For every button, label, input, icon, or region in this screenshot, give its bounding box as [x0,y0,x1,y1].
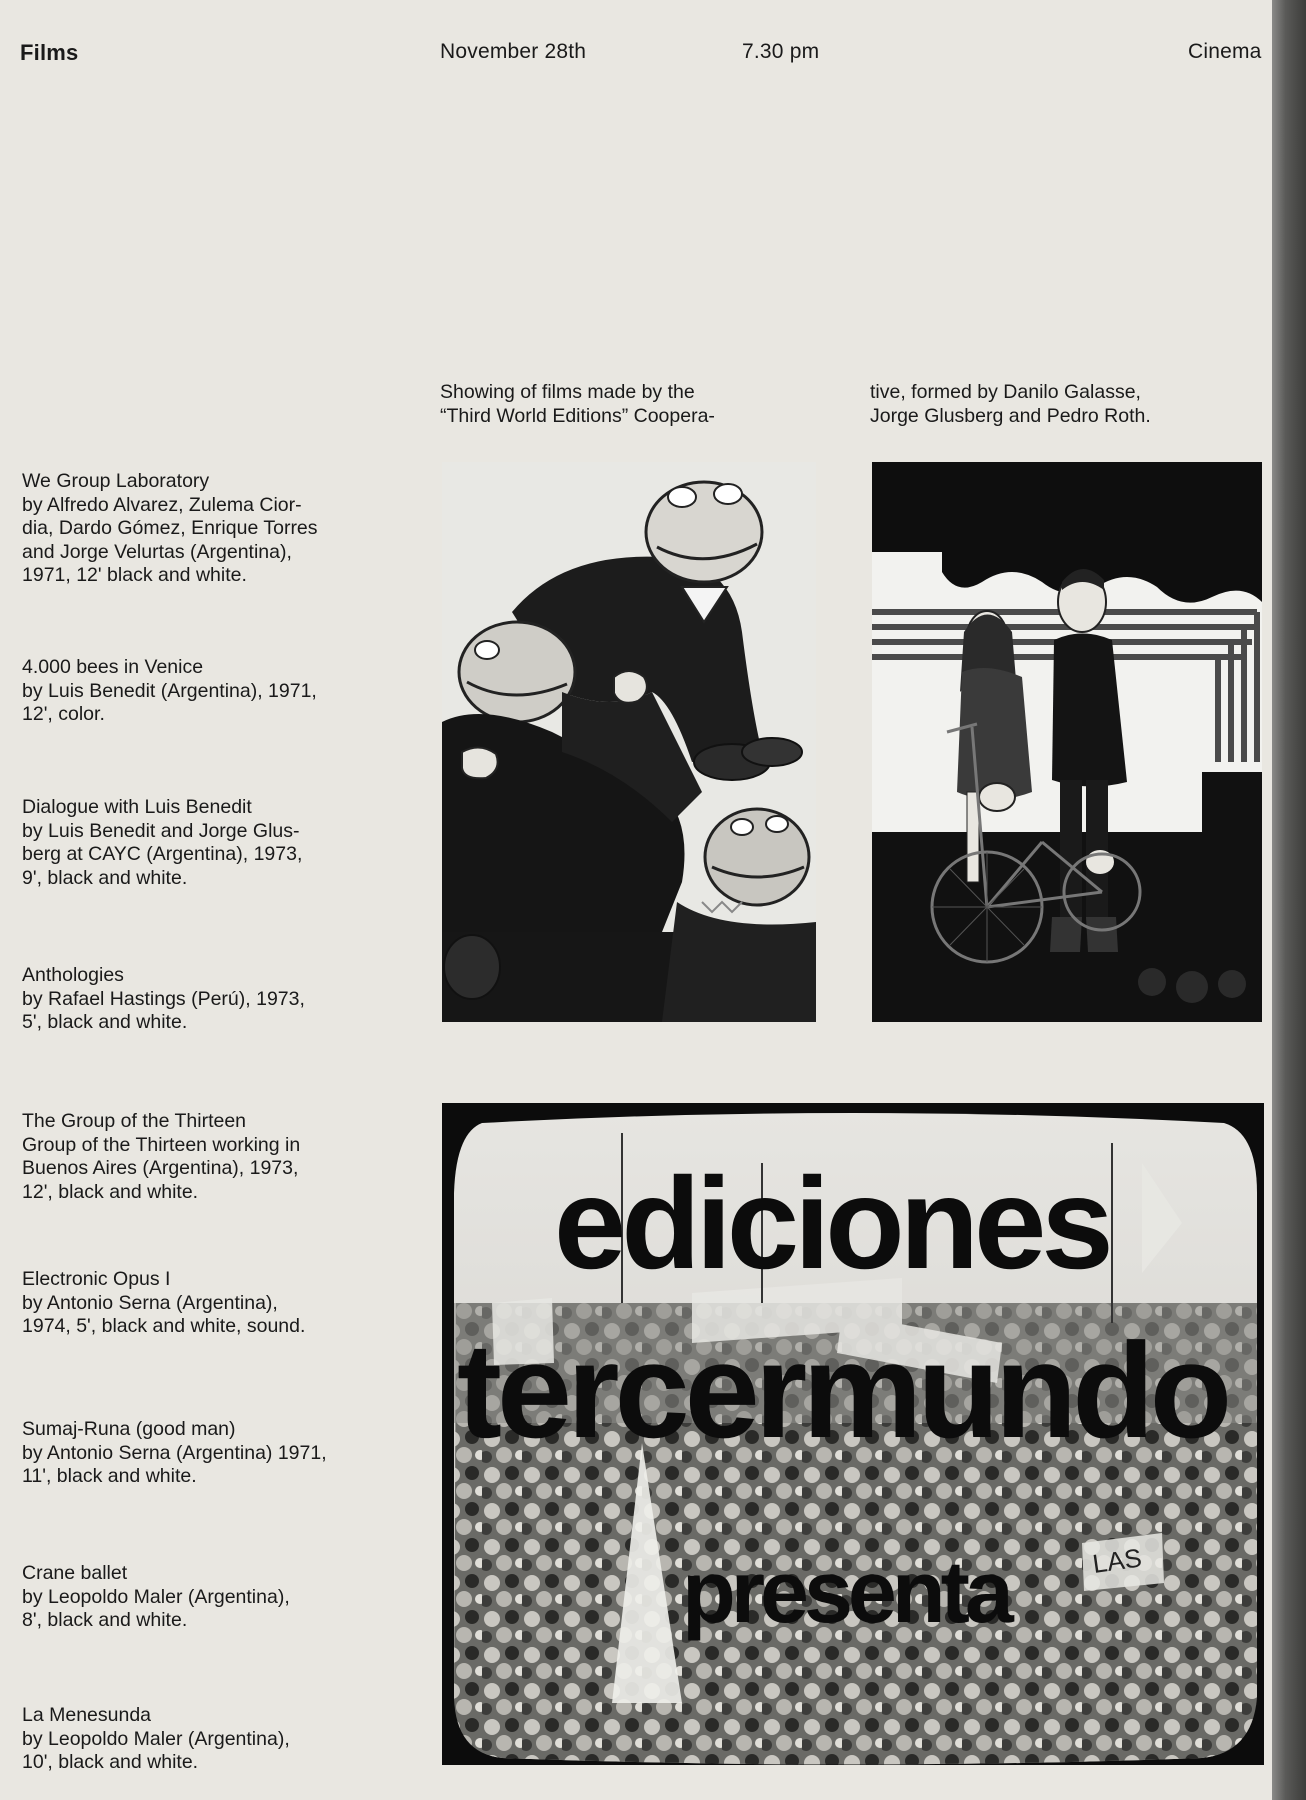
film-credit: Group of the Thirteen working in [22,1133,301,1156]
film-title: La Menesunda [22,1704,152,1726]
film-title: We Group Laboratory [22,470,210,492]
book-spine-shadow [1272,0,1306,1800]
film-title: The Group of the Thirteen [22,1110,247,1132]
film-credit: by Leopoldo Maler (Argentina), [22,1585,290,1608]
film-details: 5', black and white. [22,1011,188,1033]
film-credit: by Luis Benedit (Argentina), 1971, [22,679,317,702]
event-time: 7.30 pm [742,40,820,63]
toad-drawing [442,462,816,1022]
film-entry [22,1110,392,1204]
film-details: 11', black and white. [22,1465,197,1487]
film-credit: berg at CAYC (Argentina), 1973, [22,843,303,865]
film-credit: by Leopoldo Maler (Argentina), [22,1727,290,1750]
film-entry [22,1704,392,1775]
intro-column-1 [440,380,820,428]
film-credit: by Luis Benedit and Jorge Glus- [22,819,300,842]
film-entry [22,1268,392,1339]
section-title: Films [20,40,79,65]
film-entry [22,1562,392,1633]
film-title: Sumaj-Runa (good man) [22,1418,236,1440]
film-credit: by Rafael Hastings (Perú), 1973, [22,987,305,1010]
intro-line: Showing of films made by the [440,381,695,403]
film-details: 12', black and white. [22,1180,199,1203]
intro-line: tive, formed by Danilo Galasse, [870,381,1141,403]
film-details: 10', black and white. [22,1751,199,1773]
film-credit: by Alfredo Alvarez, Zulema Cior- [22,493,302,516]
film-credit: dia, Dardo Gómez, Enrique Torres [22,517,318,539]
poster-title-word: ediciones [554,1150,1109,1296]
film-entry [22,964,392,1035]
film-details: 1971, 12' black and white. [22,564,247,586]
toad-illustration [442,462,816,1022]
intro-line: Jorge Glusberg and Pedro Roth. [870,405,1151,427]
film-entry [22,796,392,890]
film-title: Crane ballet [22,1562,128,1584]
film-credit: Buenos Aires (Argentina), 1973, [22,1157,299,1179]
intro-column-2 [870,380,1250,428]
intro-line: “Third World Editions” Coopera- [440,405,715,427]
film-title: Anthologies [22,964,124,986]
film-title: Electronic Opus I [22,1268,171,1290]
bicycle-illustration [872,462,1262,1022]
film-details: 1974, 5', black and white, sound. [22,1315,306,1337]
bicycle-drawing [872,462,1262,1022]
poster-banner-text: LAS [1090,1542,1144,1579]
ediciones-tercermundo-poster [442,1103,1264,1765]
film-credit: and Jorge Velurtas (Argentina), [22,540,292,563]
film-details: 9', black and white. [22,866,188,889]
film-credit: by Antonio Serna (Argentina) 1971, [22,1441,327,1464]
event-category: Cinema [1188,40,1262,63]
film-title: 4.000 bees in Venice [22,656,204,678]
event-date: November 28th [440,40,587,63]
film-entry [22,1418,392,1489]
film-details: 8', black and white. [22,1609,188,1631]
film-title: Dialogue with Luis Benedit [22,796,252,818]
film-credit: by Antonio Serna (Argentina), [22,1291,278,1314]
film-entry [22,470,392,588]
poster-subtitle-word: presenta [682,1542,1009,1641]
film-details: 12', color. [22,703,105,725]
film-entry [22,656,392,727]
poster-title-word: tercermundo [457,1315,1228,1466]
